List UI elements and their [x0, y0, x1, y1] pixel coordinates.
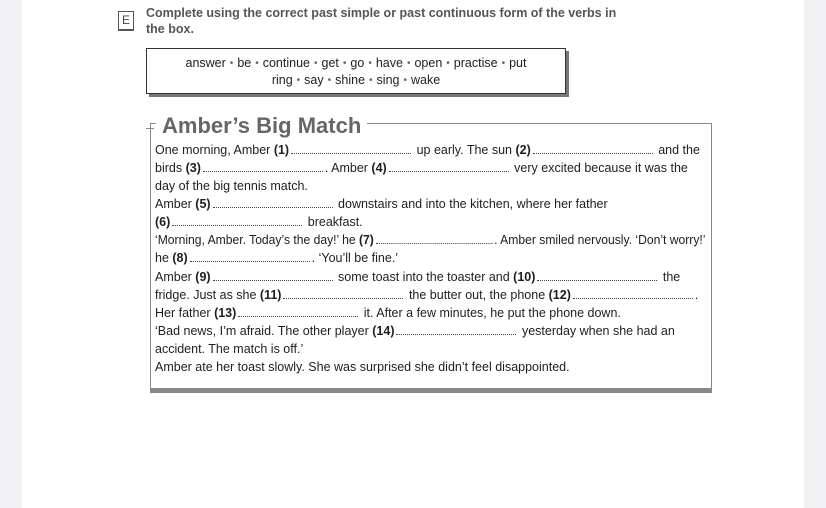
story-text-segment: yesterday when she had an	[518, 324, 675, 338]
story-text-segment: One morning, Amber	[155, 143, 274, 157]
story-line	[155, 270, 680, 284]
answer-blank[interactable]	[203, 161, 323, 172]
exercise-letter: E	[118, 11, 134, 31]
verb-word: go	[350, 56, 365, 70]
verb-word-box	[146, 48, 566, 94]
story-text-segment: fridge. Just as she	[155, 288, 260, 302]
story-text-segment: and the	[654, 143, 700, 157]
verb-word: shine	[335, 73, 366, 87]
word-box-row-2	[147, 72, 565, 89]
story-text-segment: Amber	[155, 270, 196, 284]
story-line	[155, 215, 363, 229]
story-text-segment: downstairs and into the kitchen, where her father	[334, 197, 608, 211]
story-text-segment: ‘Bad news, I’m afraid. The other player	[155, 324, 373, 338]
gap-number: (4)	[371, 161, 387, 175]
bullet-separator: •	[229, 58, 234, 69]
bullet-separator: •	[255, 58, 259, 69]
story-line	[155, 324, 675, 338]
gap-number: (11)	[259, 288, 282, 302]
verb-word: wake	[411, 73, 441, 87]
verb-word: practise	[453, 56, 498, 70]
bullet-separator: •	[369, 75, 373, 86]
answer-blank[interactable]	[213, 270, 333, 281]
story-text-segment: birds	[155, 161, 186, 175]
gap-number: (2)	[515, 143, 531, 157]
answer-blank[interactable]	[238, 306, 358, 317]
title-rule	[146, 128, 154, 129]
story-text-segment: . ‘You’ll be fine.’	[311, 251, 399, 265]
word-box-row-1	[147, 55, 565, 72]
story-line	[155, 288, 698, 302]
verb-word: continue	[262, 56, 310, 70]
answer-blank[interactable]	[283, 288, 403, 299]
exercise-instruction: Complete using the correct past simple or past continuous form of the verbs in the box.	[146, 6, 617, 36]
bullet-separator: •	[446, 58, 450, 69]
answer-blank[interactable]	[291, 143, 411, 154]
story-text-segment: he	[155, 251, 173, 265]
story-line	[155, 251, 398, 265]
verb-word: open	[414, 56, 443, 70]
gap-number: (5)	[195, 197, 211, 211]
gap-number: (6)	[155, 215, 171, 229]
bullet-separator: •	[368, 58, 372, 69]
story-text-segment: Amber ate her toast slowly. She was surprised she didn’t feel disappointed.	[155, 360, 570, 374]
answer-blank[interactable]	[376, 233, 492, 244]
story-line	[155, 179, 308, 193]
answer-blank[interactable]	[213, 197, 333, 208]
bullet-separator: •	[314, 58, 318, 69]
story-line	[155, 306, 621, 320]
story-line	[155, 233, 705, 247]
gap-number: (10)	[513, 270, 536, 284]
verb-word: say	[304, 73, 324, 87]
bullet-separator: •	[403, 75, 407, 86]
bullet-separator: •	[296, 75, 301, 86]
answer-blank[interactable]	[573, 288, 693, 299]
story-text-segment: Her father	[155, 306, 215, 320]
verb-word: be	[237, 56, 252, 70]
verb-word: have	[375, 56, 403, 70]
bullet-separator: •	[342, 58, 347, 69]
story-text-segment: the butter out, the phone	[405, 288, 549, 302]
gap-number: (8)	[172, 251, 188, 265]
story-text-segment: breakfast.	[304, 215, 363, 229]
verb-word: answer	[185, 56, 226, 70]
gap-number: (1)	[273, 143, 290, 157]
story-text-segment: . Amber smiled nervously. ‘Don’t worry!’	[494, 233, 706, 247]
story-line	[155, 143, 700, 157]
bullet-separator: •	[501, 58, 506, 69]
verb-word: get	[321, 56, 339, 70]
answer-blank[interactable]	[190, 251, 310, 262]
story-text-segment: . Amber	[324, 161, 372, 175]
story-text-segment: day of the big tennis match.	[155, 179, 308, 193]
answer-blank[interactable]	[537, 270, 657, 281]
story-text-segment: ‘Morning, Amber. Today’s the day!’ he	[155, 233, 360, 247]
story-text-segment: up early. The sun	[413, 143, 516, 157]
story-text-segment: very excited because it was the	[510, 161, 688, 175]
story-line	[155, 342, 303, 356]
story-line	[155, 161, 688, 175]
bullet-separator: •	[327, 75, 332, 86]
gap-number: (7)	[359, 233, 374, 247]
answer-blank[interactable]	[172, 215, 302, 226]
verb-word: put	[509, 56, 527, 70]
story-text-segment: the	[659, 270, 681, 284]
story-line	[155, 197, 608, 211]
bullet-separator: •	[406, 58, 411, 69]
answer-blank[interactable]	[396, 324, 516, 335]
answer-blank[interactable]	[389, 161, 509, 172]
verb-word: sing	[376, 73, 400, 87]
gap-number: (3)	[185, 161, 201, 175]
gap-number: (9)	[195, 270, 211, 284]
verb-word: ring	[271, 73, 293, 87]
gap-number: (13)	[214, 306, 237, 320]
story-text-segment: .	[694, 288, 699, 302]
story-line	[155, 360, 570, 374]
story-text-segment: accident. The match is off.’	[155, 342, 304, 356]
story-text-segment: Amber	[155, 197, 196, 211]
story-title: Amber’s Big Match	[156, 113, 367, 139]
gap-number: (14)	[372, 324, 395, 338]
story-text-segment: some toast into the toaster and	[334, 270, 514, 284]
gap-number: (12)	[548, 288, 571, 302]
story-text-segment: it. After a few minutes, he put the phone down.	[360, 306, 621, 320]
answer-blank[interactable]	[533, 143, 653, 154]
